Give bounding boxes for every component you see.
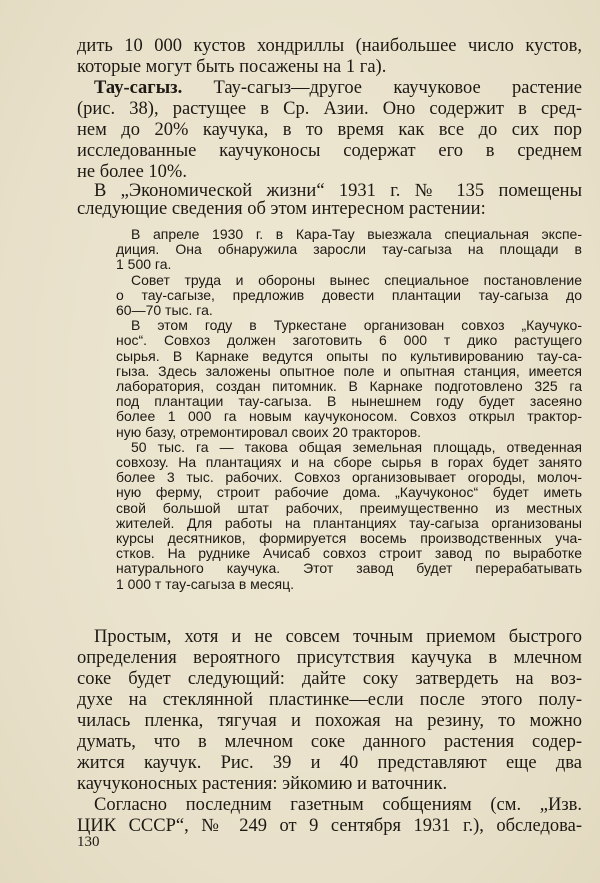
quote-line: В апреле 1930 г. в Кара-Тау выезжала специальная экспе- [131,226,582,242]
text-span: Тау-сагыз—другое каучуковое растение [213,78,583,98]
text-line: соке будет следующий: дайте соку затвердеть на воз- [77,669,582,689]
text-line: следующие сведения об этом интересном растении: [77,199,486,219]
quote-line: В этом году в Туркестане организован совхоз „Каучуко- [131,317,582,333]
text-line: каучуконосных растения: эйкомию и ваточник. [77,774,448,794]
text-line: определения вероятного присутствия каучука в млечном [77,648,582,668]
quote-line: более 1 000 га новым каучуконосом. Совхоз открыл трактор- [116,408,582,424]
text-line: Согласно последним газетным собщениям (см. „Изв. [94,795,582,815]
quote-line: нос“. Совхоз должен заготовить 6 000 т дико растущего [116,332,582,348]
text-line: (рис. 38), растущее в Ср. Азии. Оно содержит в сред- [77,99,582,119]
quote-line: более 3 тыс. рабочих. Совхоз организовывает огороды, молоч- [116,469,582,485]
text-line [94,78,582,99]
section-heading: Тау-сагыз. [94,78,183,98]
quote-line: курсы десятников, формируется восемь производственных уча- [116,530,582,546]
quote-line: натурального каучука. Этот завод будет перерабатывать [116,560,582,576]
quote-line: лаборатория, создан питомник. В Карнаке подготовлено 325 га [116,378,582,394]
quote-line: 1 000 т тау-сагыза в месяц. [116,576,295,592]
text-line: духе на стеклянной пластинке—если после этого полу- [77,690,582,710]
quote-line: свой большой штат рабочих, преимущественно из местных [116,500,582,516]
text-line: не более 10%. [77,162,187,182]
text-line: которые могут быть посажены на 1 га). [77,57,387,77]
quote-line: Совет труда и обороны вынес специальное постановление [131,272,582,288]
quote-line: жителей. Для работы на плантанциях тау-сагыза организованы [116,515,582,531]
text-line: жится каучук. Рис. 39 и 40 представляют еще два [77,753,582,773]
quote-line: под плантации тау-сагыза. В нынешнем году будет засеяно [116,393,582,409]
quote-line: о тау-сагызе, предложив довести плантации тау-сагыза до [116,287,582,303]
quote-line: ную базу, отремонтировал своих 20 тракторов. [116,424,422,440]
quote-line: сырья. В Карнаке ведутся опыты по культивированию тау-са- [116,348,582,364]
page-number: 130 [77,834,100,850]
text-line: исследованные каучуконосы содержат его в среднем [77,141,582,161]
text-line: дить 10 000 кустов хондриллы (наибольшее число кустов, [77,36,582,56]
quote-line: 1 500 га. [116,256,172,272]
text-line: думать, что в млечном соке данного растения содер- [77,732,582,752]
text-line: В „Экономической жизни“ 1931 г. № 135 помещены [94,181,582,201]
quote-line: 50 тыс. га — такова общая земельная площадь, отведенная [131,439,582,455]
quote-line: диция. Она обнаружила заросли тау-сагыза на площади в [116,241,582,257]
text-line: ЦИК СССР“, № 249 от 9 сентября 1931 г.), обследова- [77,816,582,836]
quote-line: совхозу. На плантациях и на сборе сырья в горах будет занято [116,454,582,470]
quote-line: гыза. Здесь заложены опытное поле и опытная станция, имеется [116,363,582,379]
quote-line: 60—70 тыс. га. [116,302,213,318]
quote-line: стков. На руднике Ачисаб совхоз строит завод по выработке [116,545,582,561]
text-line: нем до 20% каучука, в то время как все до сих пор [77,120,582,140]
quote-line: ную ферму, строит рабочие дома. „Каучуконос“ будет иметь [116,484,582,500]
text-line: чилась пленка, тягучая и похожая на резину, то можно [77,711,582,731]
text-line: Простым, хотя и не совсем точным приемом быстрого [94,627,582,647]
